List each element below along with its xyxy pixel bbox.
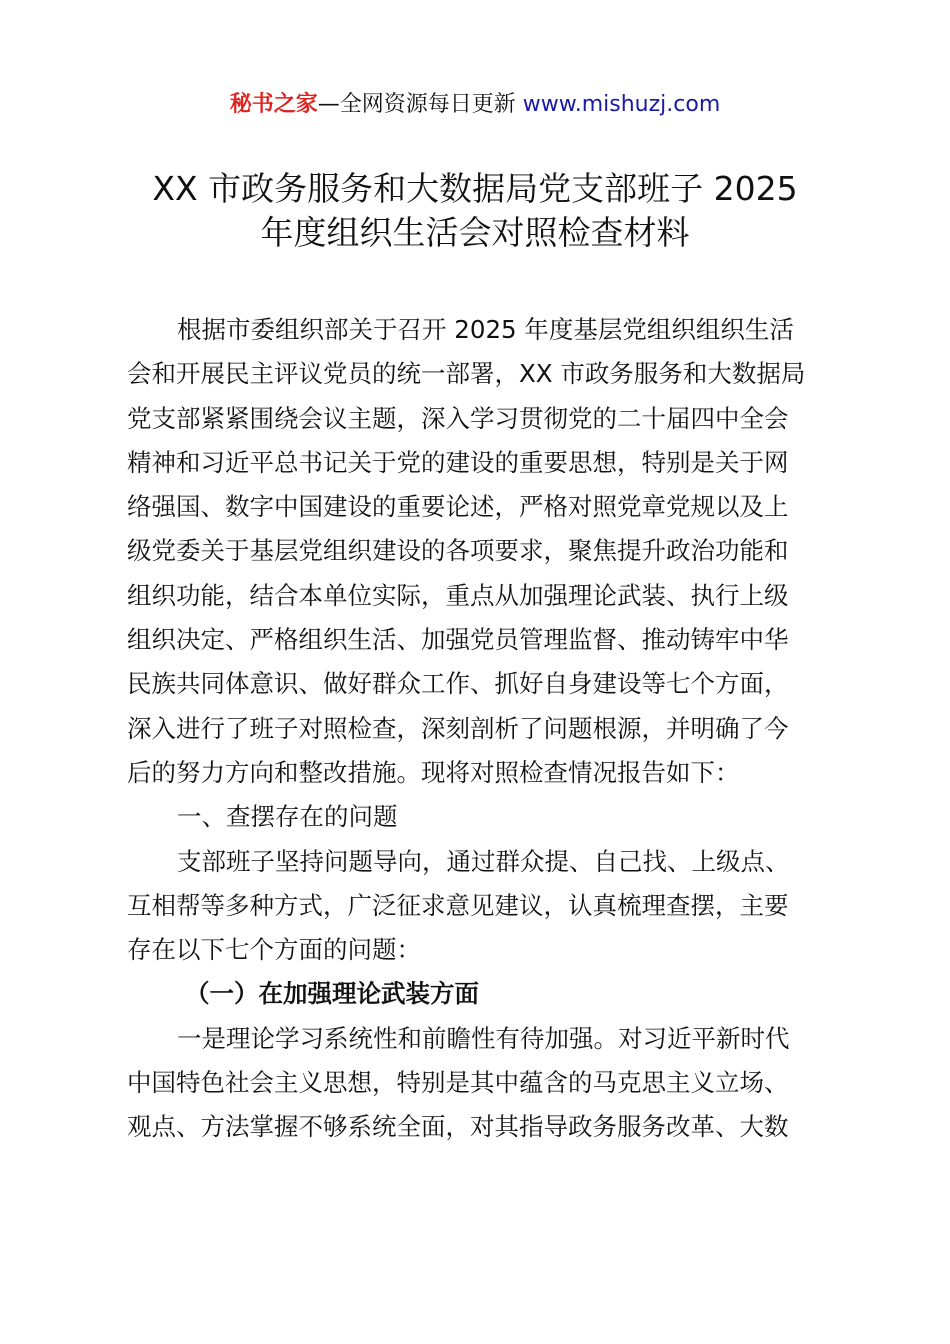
paragraph-line: 络强国、数字中国建设的重要论述，严格对照党章党规以及上 (127, 492, 789, 522)
paragraph-line: 会和开展民主评议党员的统一部署，XX 市政务服务和大数据局 (127, 359, 806, 389)
document-body (127, 308, 833, 1150)
paragraph-line: 根据市委组织部关于召开 2025 年度基层党组织组织生活 (177, 315, 794, 344)
paragraph-line: 中国特色社会主义思想，特别是其中蕴含的马克思主义立场、 (127, 1068, 789, 1098)
section-heading: 一、查摆存在的问题 (177, 802, 398, 832)
paragraph-line: 组织决定、严格组织生活、加强党员管理监督、推动铸牢中华 (127, 625, 789, 655)
paragraph-line: 互相帮等多种方式，广泛征求意见建议，认真梳理查摆，主要 (127, 890, 789, 920)
watermark-header (0, 88, 950, 122)
paragraph-line: 党支部紧紧围绕会议主题，深入学习贯彻党的二十届四中全会 (127, 403, 789, 433)
paragraph-line: 支部班子坚持问题导向，通过群众提、自己找、上级点、 (177, 846, 790, 876)
document-title (120, 166, 830, 255)
paragraph-line: 存在以下七个方面的问题： (127, 935, 421, 965)
subsection-heading: （一）在加强理论武装方面 (185, 979, 479, 1009)
paragraph-line: 精神和习近平总书记关于党的建设的重要思想，特别是关于网 (127, 447, 789, 477)
header-tagline: —全网资源每日更新 (317, 92, 523, 117)
paragraph-line: 组织功能，结合本单位实际，重点从加强理论武装、执行上级 (127, 580, 789, 610)
paragraph-line: 一是理论学习系统性和前瞻性有待加强。对习近平新时代 (177, 1023, 790, 1053)
paragraph-line: 深入进行了班子对照检查，深刻剖析了问题根源，并明确了今 (127, 713, 789, 743)
paragraph-line: 后的努力方向和整改措施。现将对照检查情况报告如下： (127, 757, 740, 787)
header-site-link[interactable]: www.mishuzj.com (522, 92, 721, 117)
title-line: XX 市政务服务和大数据局党支部班子 2025 (152, 169, 798, 208)
paragraph-line: 级党委关于基层党组织建设的各项要求，聚焦提升政治功能和 (127, 536, 789, 566)
header-brand: 秘书之家 (229, 92, 318, 117)
title-line: 年度组织生活会对照检查材料 (260, 213, 690, 253)
paragraph-line: 观点、方法掌握不够系统全面，对其指导政务服务改革、大数 (127, 1112, 789, 1142)
paragraph-line: 民族共同体意识、做好群众工作、抓好自身建设等七个方面， (127, 669, 789, 699)
